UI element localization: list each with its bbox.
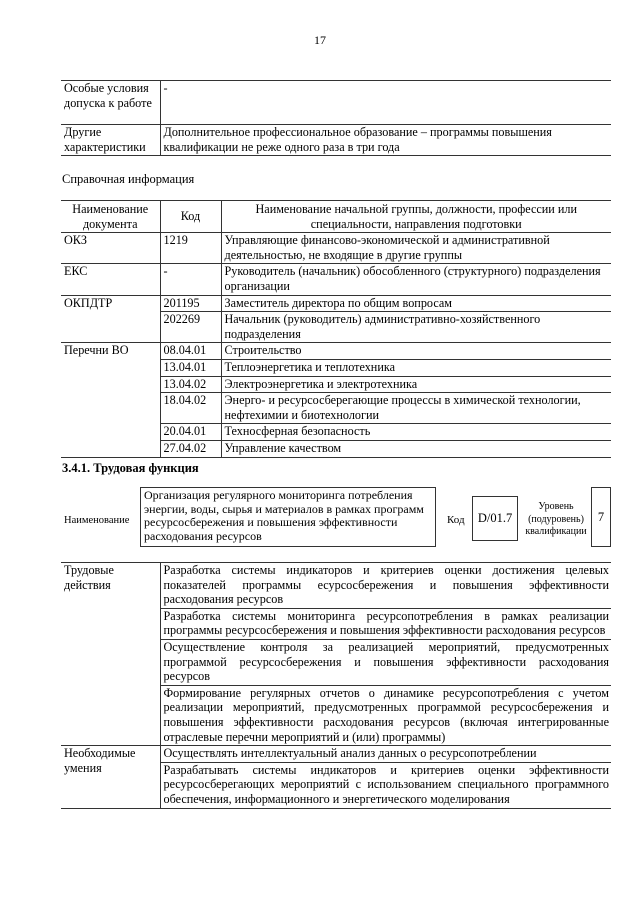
skill-item: Осуществлять интеллектуальный анализ данных о ресурсопотреблении (160, 746, 611, 763)
code-cell: 201195 (160, 295, 221, 312)
code-cell: 1219 (160, 233, 221, 264)
page-number: 17 (314, 33, 326, 47)
section-label: Необходимые умения (61, 746, 160, 808)
name-cell: Электроэнергетика и электротехника (221, 376, 611, 393)
qualification-level-label: Уровень (подуровень) квалификации (525, 501, 587, 537)
labor-action-item: Формирование регулярных отчетов о динамике ресурсопотребления с учетом реализации мероприятий, предусмотренных программой ресурсосбережения и повышения эффективности расходования ресурсов (включая интегрированные отраслевые перечни мероприятий и (или) программы) (160, 685, 611, 745)
labor-function-name: Организация регулярного мониторинга потребления энергии, воды, сырья и материалов в рамках программ ресурсосбережения и повышения эффективности расходования ресурсов (140, 487, 436, 547)
qualification-requirements-table (61, 80, 611, 156)
name-cell: Теплоэнергетика и теплотехника (221, 359, 611, 376)
name-cell: Энерго- и ресурсосберегающие процессы в химической технологии, нефтехимии и биотехнологии (221, 393, 611, 424)
row-value: - (160, 81, 611, 125)
reference-table (61, 200, 611, 458)
table-row (61, 264, 611, 295)
name-label: Наименование (64, 515, 130, 526)
table-header-row (61, 201, 611, 233)
doc-name: ОКЗ (61, 233, 160, 264)
table-row (61, 125, 611, 156)
code-cell: 27.04.02 (160, 440, 221, 457)
name-cell: Начальник (руководитель) административно-хозяйственного подразделения (221, 312, 611, 343)
section-label: Трудовые действия (61, 563, 160, 746)
labor-function-heading: 3.4.1. Трудовая функция (62, 461, 199, 475)
doc-name: Перечни ВО (61, 343, 160, 457)
code-label: Код (447, 514, 465, 526)
code-cell: 18.04.02 (160, 393, 221, 424)
code-cell: 13.04.01 (160, 359, 221, 376)
code-cell: 08.04.01 (160, 343, 221, 360)
table-row (61, 233, 611, 264)
name-cell: Управляющие финансово-экономической и административной деятельностью, не входящие в другие группы (221, 233, 611, 264)
table-row (61, 343, 611, 360)
row-label: Другие характеристики (61, 125, 160, 156)
name-cell: Руководитель (начальник) обособленного (структурного) подразделения организации (221, 264, 611, 295)
name-cell: Техносферная безопасность (221, 424, 611, 441)
table-row (61, 295, 611, 312)
column-header: Код (160, 201, 221, 233)
skill-item: Разрабатывать системы индикаторов и критериев оценки эффективности ресурсосберегающих мероприятий с использованием специального программного обеспечения, информационного и энергетического моделирования (160, 762, 611, 808)
code-cell: 20.04.01 (160, 424, 221, 441)
row-label: Особые условия допуска к работе (61, 81, 160, 125)
code-cell: 202269 (160, 312, 221, 343)
doc-name: ЕКС (61, 264, 160, 295)
labor-function-code: D/01.7 (472, 496, 518, 541)
column-header: Наименование документа (61, 201, 160, 233)
code-cell: 13.04.02 (160, 376, 221, 393)
doc-name: ОКПДТР (61, 295, 160, 343)
qualification-level: 7 (591, 487, 611, 547)
name-cell: Управление качеством (221, 440, 611, 457)
labor-action-item: Разработка системы индикаторов и критериев оценки достижения целевых показателей программы есурсосбережения и повышения эффективности расходования ресурсов (160, 563, 611, 609)
name-cell: Строительство (221, 343, 611, 360)
table-row (61, 81, 611, 125)
row-value: Дополнительное профессиональное образование – программы повышения квалификации не реже одного раза в три года (160, 125, 611, 156)
reference-section-title: Справочная информация (62, 172, 195, 186)
column-header: Наименование начальной группы, должности, профессии или специальности, направления подготовки (221, 201, 611, 233)
labor-details-table (61, 562, 611, 809)
labor-action-item: Осуществление контроля за реализацией мероприятий, предусмотренных программой ресурсосбережения и повышения эффективности расходования ресурсов (160, 639, 611, 685)
name-cell: Заместитель директора по общим вопросам (221, 295, 611, 312)
code-cell: - (160, 264, 221, 295)
table-row (61, 746, 611, 763)
table-row (61, 563, 611, 609)
labor-action-item: Разработка системы мониторинга ресурсопотребления в рамках реализации программы ресурсосбережения и повышения эффективности расходования ресурсов (160, 608, 611, 639)
